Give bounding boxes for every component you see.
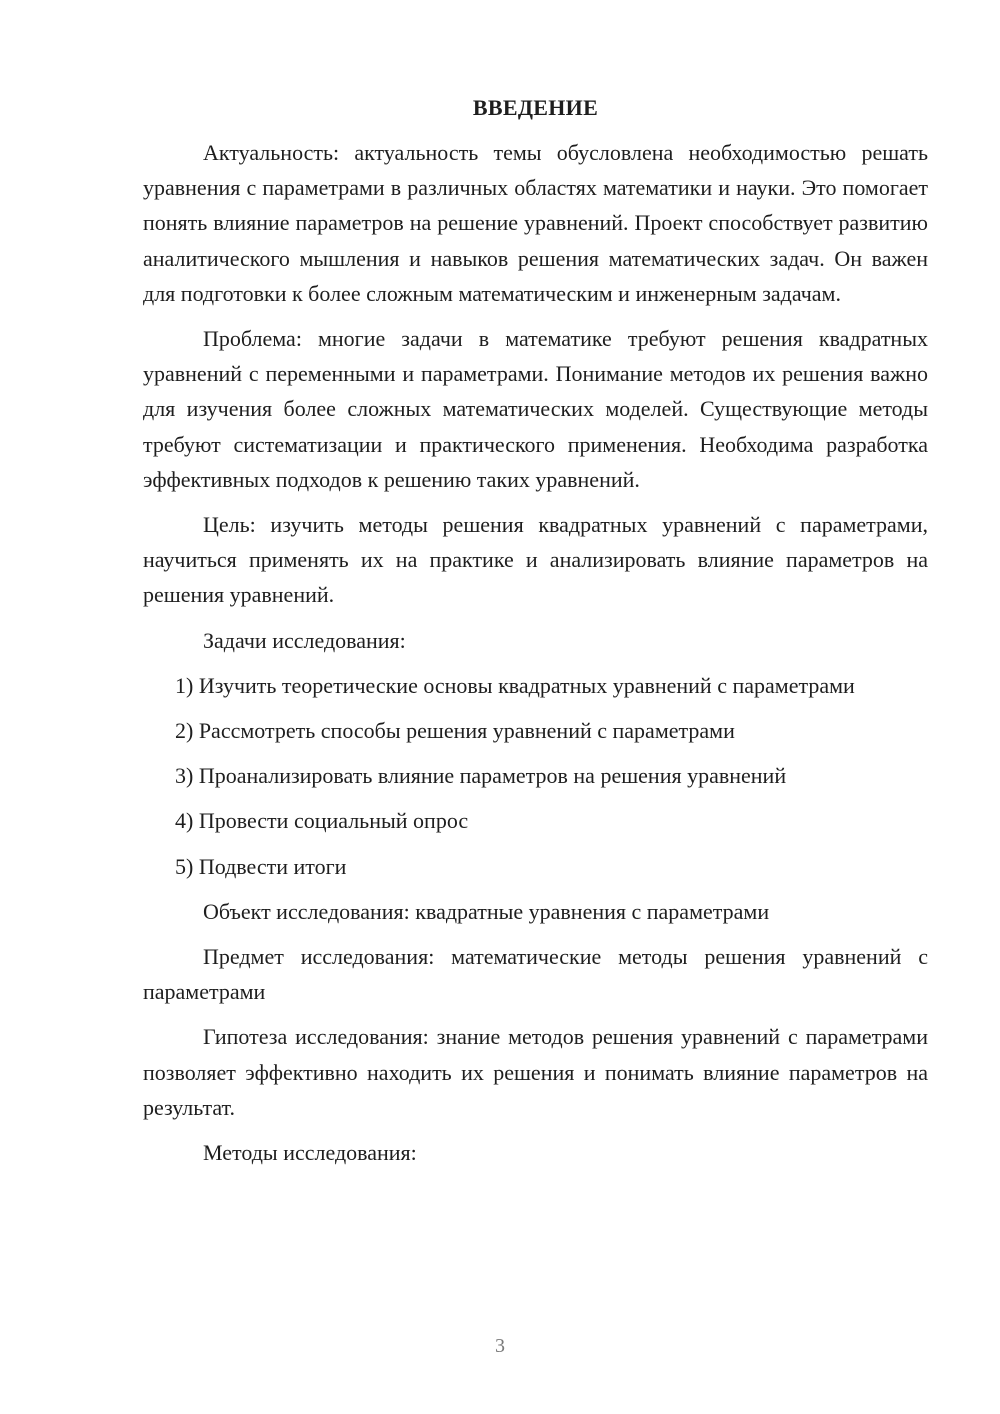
task-item-3: 3) Проанализировать влияние параметров на решения уравнений — [175, 763, 787, 789]
paragraph-methods-heading: Методы исследования: — [203, 1140, 417, 1166]
paragraph-tasks-heading: Задачи исследования: — [203, 627, 406, 653]
page-number: 3 — [495, 1335, 505, 1357]
task-item-5: 5) Подвести итоги — [175, 853, 347, 879]
paragraph-problem: Проблема: многие задачи в математике требуют решения квадратных уравнений с переменными и параметрами. Понимание методов их решения важно для изучения более сложных математических моделей. Существующие методы требуют систематизации и практического применения. Необходима разработка эффективных подходов к решению таких уравнений. — [143, 326, 928, 492]
task-item-4: 4) Провести социальный опрос — [175, 808, 469, 834]
section-title: ВВЕДЕНИЕ — [472, 95, 599, 120]
paragraph-hypothesis: Гипотеза исследования: знание методов решения уравнений с параметрами позволяет эффективно находить их решения и понимать влияние параметров на результат. — [143, 1024, 928, 1120]
paragraph-goal: Цель: изучить методы решения квадратных уравнений с параметрами, научиться применять их на практике и анализировать влияние параметров на решения уравнений. — [143, 512, 928, 608]
task-item-2: 2) Рассмотреть способы решения уравнений с параметрами — [175, 718, 735, 744]
paragraph-object: Объект исследования: квадратные уравнения с параметрами — [203, 898, 770, 924]
paragraph-relevance: Актуальность: актуальность темы обусловлена необходимостью решать уравнения с параметрами в различных областях математики и науки. Это помогает понять влияние параметров на решение уравнений. Проект способствует развитию аналитического мышления и навыков решения математических задач. Он важен для подготовки к более сложным математическим и инженерным задачам. — [143, 140, 928, 306]
paragraph-subject: Предмет исследования: математические методы решения уравнений с параметрами — [143, 944, 928, 1005]
page-content — [143, 90, 928, 1180]
task-item-1: 1) Изучить теоретические основы квадратных уравнений с параметрами — [175, 672, 855, 698]
